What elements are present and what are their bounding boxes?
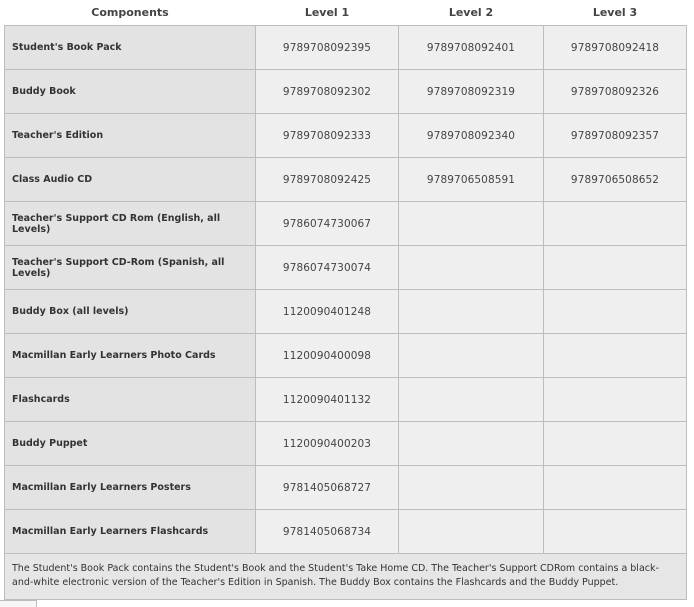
table-row <box>5 26 687 70</box>
level-1-isbn: 9781405068727 <box>256 466 399 510</box>
table-row <box>5 422 687 466</box>
components-table <box>4 0 687 600</box>
component-name: Teacher's Edition <box>5 114 256 158</box>
level-3-isbn <box>544 422 687 466</box>
component-name: Buddy Box (all levels) <box>5 290 256 334</box>
level-2-isbn <box>399 466 544 510</box>
level-2-isbn: 9789708092401 <box>399 26 544 70</box>
component-name: Teacher's Support CD Rom (English, all Levels) <box>5 202 256 246</box>
table-row <box>5 246 687 290</box>
header-row <box>5 0 687 26</box>
level-3-isbn <box>544 246 687 290</box>
level-1-isbn: 9781405068734 <box>256 510 399 554</box>
level-3-isbn <box>544 510 687 554</box>
component-name: Macmillan Early Learners Photo Cards <box>5 334 256 378</box>
component-name: Macmillan Early Learners Flashcards <box>5 510 256 554</box>
level-3-isbn <box>544 202 687 246</box>
level-1-isbn: 9786074730074 <box>256 246 399 290</box>
header-level-1: Level 1 <box>256 0 399 26</box>
table-row <box>5 114 687 158</box>
footnote-row <box>5 554 687 600</box>
level-3-isbn: 9789708092418 <box>544 26 687 70</box>
table-row <box>5 70 687 114</box>
component-name: Flashcards <box>5 378 256 422</box>
level-1-isbn: 9789708092333 <box>256 114 399 158</box>
level-3-isbn <box>544 466 687 510</box>
components-table-container <box>4 0 686 600</box>
component-name: Buddy Puppet <box>5 422 256 466</box>
level-1-isbn: 1120090401248 <box>256 290 399 334</box>
level-1-isbn: 1120090400203 <box>256 422 399 466</box>
level-2-isbn: 9789708092319 <box>399 70 544 114</box>
header-level-3: Level 3 <box>544 0 687 26</box>
level-3-isbn <box>544 334 687 378</box>
component-name: Student's Book Pack <box>5 26 256 70</box>
level-1-isbn: 9789708092425 <box>256 158 399 202</box>
level-2-isbn: 9789708092340 <box>399 114 544 158</box>
level-3-isbn <box>544 290 687 334</box>
component-name: Teacher's Support CD-Rom (Spanish, all Levels) <box>5 246 256 290</box>
level-2-isbn <box>399 202 544 246</box>
table-row <box>5 334 687 378</box>
level-2-isbn: 9789706508591 <box>399 158 544 202</box>
level-3-isbn: 9789708092357 <box>544 114 687 158</box>
table-row <box>5 378 687 422</box>
component-name: Macmillan Early Learners Posters <box>5 466 256 510</box>
header-level-2: Level 2 <box>399 0 544 26</box>
level-2-isbn <box>399 246 544 290</box>
level-2-isbn <box>399 334 544 378</box>
component-name: Buddy Book <box>5 70 256 114</box>
table-row <box>5 202 687 246</box>
level-1-isbn: 9789708092395 <box>256 26 399 70</box>
level-2-isbn <box>399 510 544 554</box>
level-1-isbn: 9786074730067 <box>256 202 399 246</box>
table-row <box>5 158 687 202</box>
level-3-isbn <box>544 378 687 422</box>
level-2-isbn <box>399 378 544 422</box>
level-3-isbn: 9789706508652 <box>544 158 687 202</box>
table-row <box>5 510 687 554</box>
level-2-isbn <box>399 422 544 466</box>
level-1-isbn: 1120090400098 <box>256 334 399 378</box>
table-row <box>5 466 687 510</box>
level-3-isbn: 9789708092326 <box>544 70 687 114</box>
component-name: Class Audio CD <box>5 158 256 202</box>
table-row <box>5 290 687 334</box>
footnote-text: The Student's Book Pack contains the Student's Book and the Student's Take Home CD. The Teacher's Support CDRom contains a black-and-white electronic version of the Teacher's Edition in Spanish. The Buddy Box contains the Flashcards and the Buddy Puppet. <box>5 554 687 600</box>
level-2-isbn <box>399 290 544 334</box>
header-components: Components <box>5 0 256 26</box>
level-1-isbn: 9789708092302 <box>256 70 399 114</box>
level-1-isbn: 1120090401132 <box>256 378 399 422</box>
